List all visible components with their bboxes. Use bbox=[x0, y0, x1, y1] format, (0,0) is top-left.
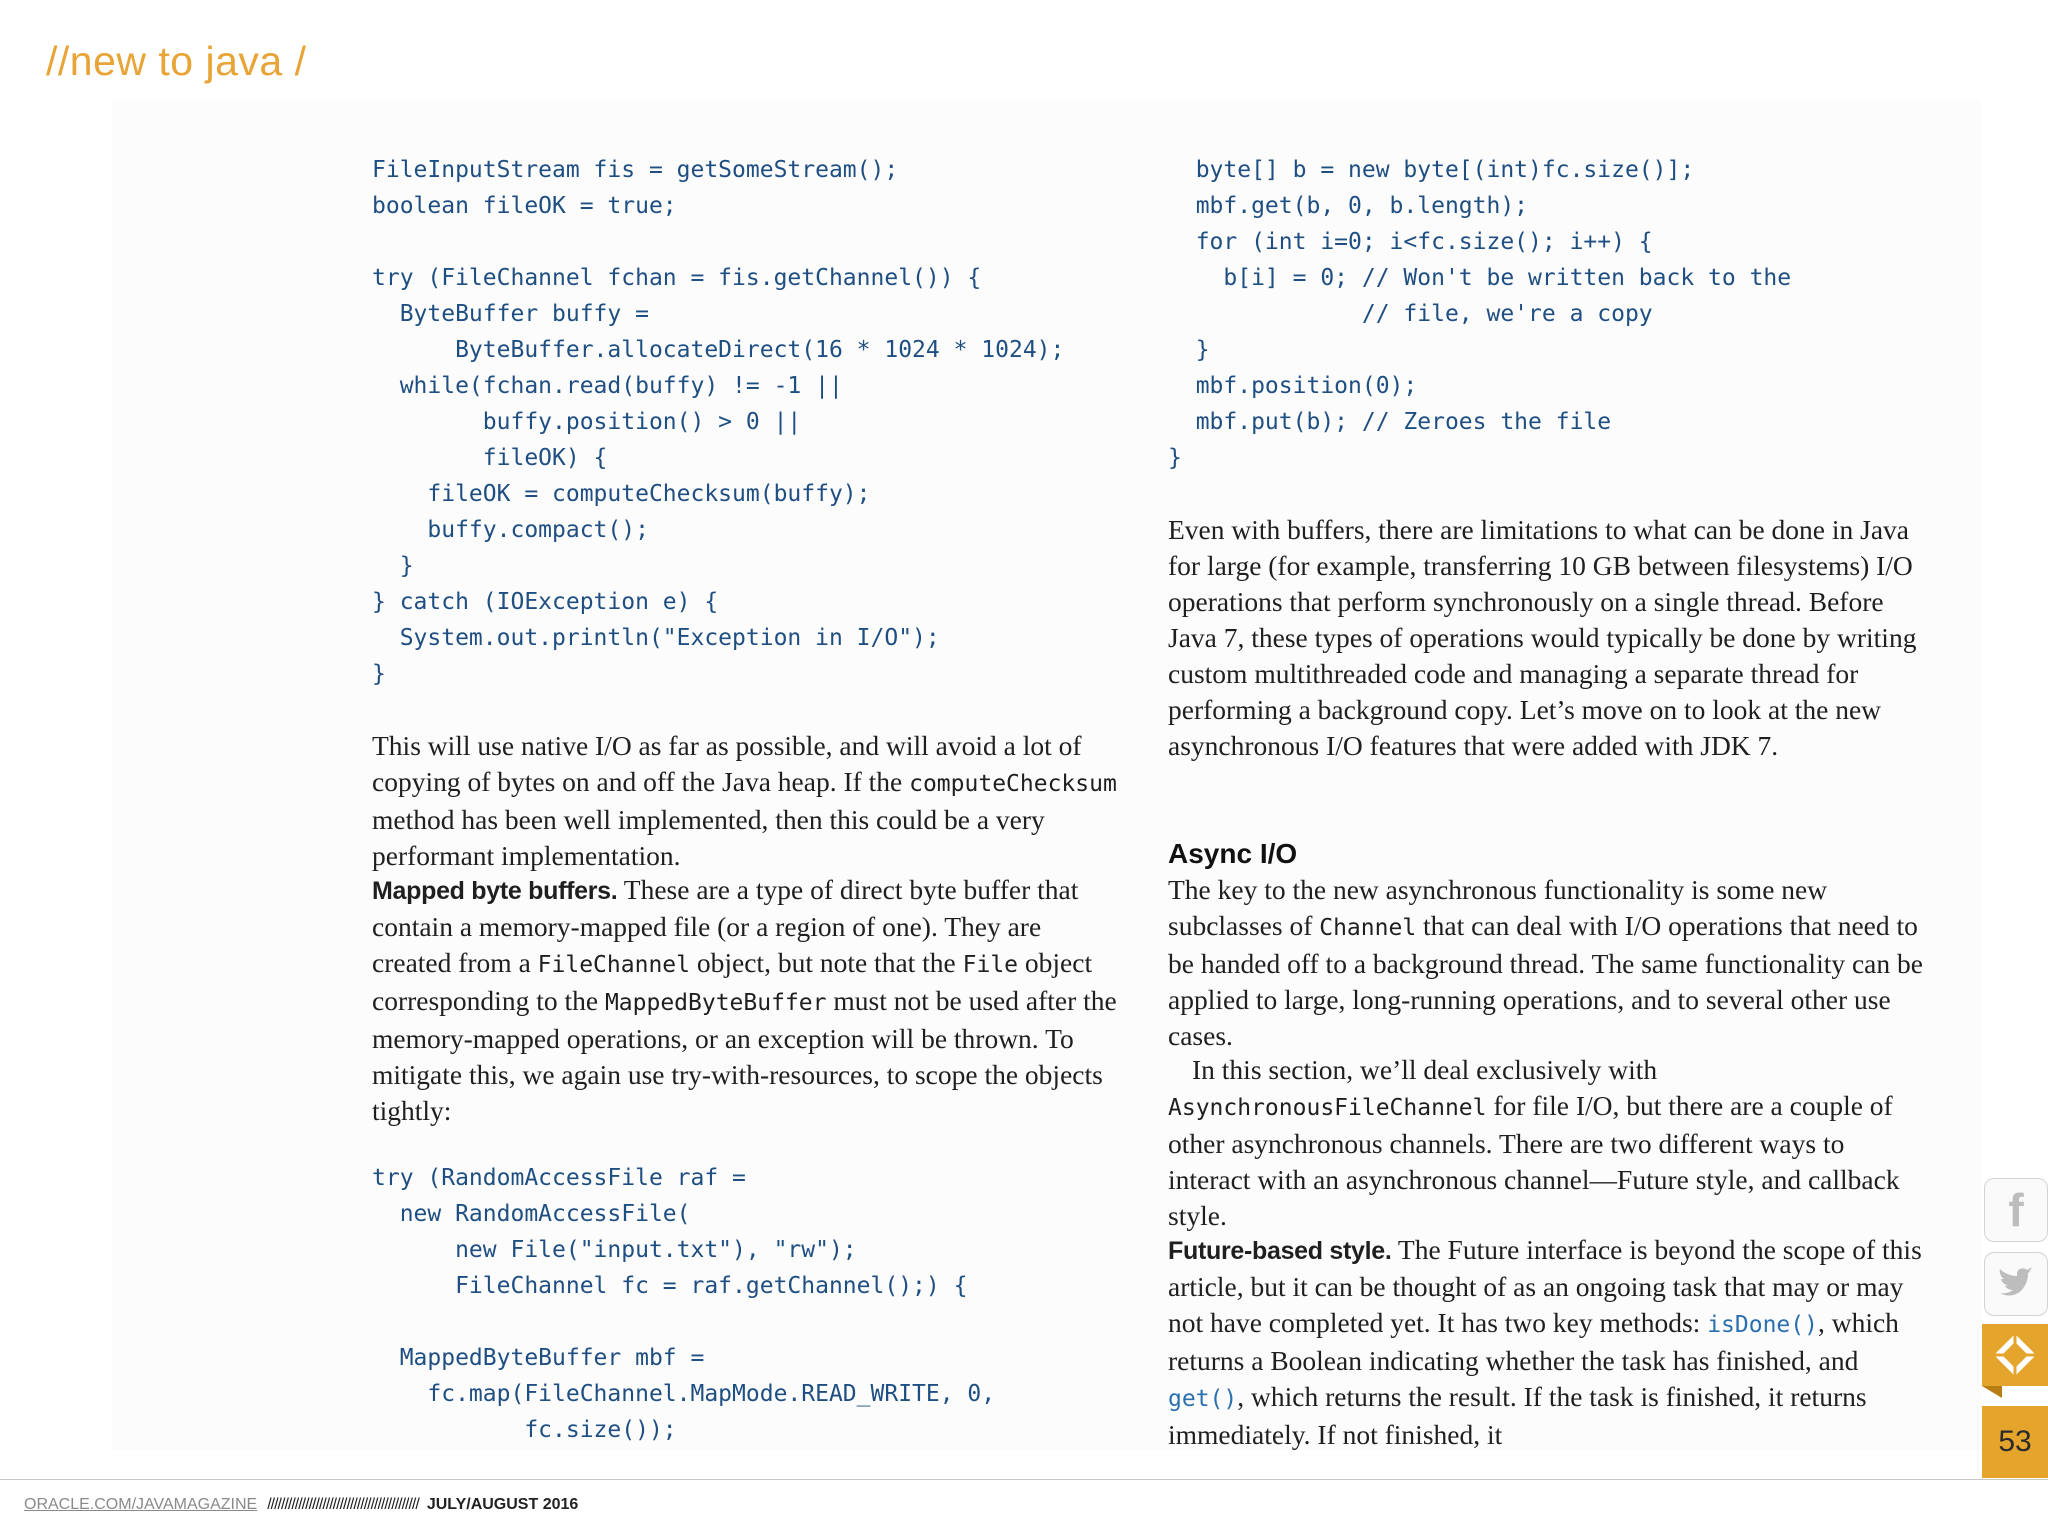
paragraph-async-file-channel: In this section, we’ll deal exclusively with AsynchronousFileChannel for file I/O, but there are a couple of other asynchronous channels. There are two different ways to interact with an asynchronous channel—Future style, and callback style. bbox=[1168, 1054, 1900, 1231]
email-share-button[interactable] bbox=[1982, 1324, 2048, 1386]
run-in-heading: Future-based style. bbox=[1168, 1237, 1392, 1265]
paragraph-future-style: Future-based style. The Future interface is beyond the scope of this article, but it can be thought of as an ongoing task that may or may not have completed yet. It has two key methods: isDone(), which returns a Boolean indicating whether the task has finished, and get(), which returns the result. If the task is finished, it returns immediately. If not finished, it bbox=[1168, 1234, 1922, 1450]
run-in-heading: Mapped byte buffers. bbox=[372, 877, 618, 905]
inline-code-isdone: isDone() bbox=[1707, 1312, 1818, 1338]
email-tab-shadow bbox=[1982, 1386, 2002, 1398]
inline-code: File bbox=[962, 952, 1019, 978]
inline-code: Channel bbox=[1319, 915, 1417, 941]
inline-code: MappedByteBuffer bbox=[604, 990, 827, 1016]
paragraph-native-io: This will use native I/O as far as possible, and will avoid a lot of copying of bytes on and off the Java heap. If the computeChecksum method has been well implemented, then this could be a very performant implementation. bbox=[372, 730, 1117, 871]
paragraph-buffer-limitations: Even with buffers, there are limitations to what can be done in Java for large (for example, transferring 10 GB between filesystems) I/O operations that perform synchronously on a single thread. Before Java 7, these types of operations would typically be done by writing custom multithreaded code and managing a separate thread for performing a background copy. Let’s move on to look at the new asynchronous I/O features that were added with JDK 7. bbox=[1168, 514, 1917, 761]
inline-code: AsynchronousFileChannel bbox=[1168, 1095, 1487, 1121]
footer-site-link[interactable]: ORACLE.COM/JAVAMAGAZINE bbox=[24, 1496, 258, 1513]
inline-code: FileChannel bbox=[537, 952, 690, 978]
footer-issue-date: JULY/AUGUST 2016 bbox=[426, 1496, 579, 1513]
footer-divider bbox=[0, 1479, 2048, 1480]
inline-code: computeChecksum bbox=[909, 771, 1117, 797]
footer bbox=[24, 1496, 578, 1514]
code-block-zero-file: byte[] b = new byte[(int)fc.size()]; mbf.get(b, 0, b.length); for (int i=0; i<fc.size(); i++) { b[i] = 0; // Won't be written back to the // file, we're a copy } mbf.position(0); mbf.put(b); // Zeroes the file } bbox=[1168, 157, 1792, 471]
paragraph-mapped-byte-buffers: Mapped byte buffers. These are a type of direct byte buffer that contain a memory-mapped file (or a region of one). They are created from a FileChannel object, but note that the File object corresponding to the MappedByteBuffer must not be used after the memory-mapped operations, or an exception will be thrown. To mitigate this, we again use try-with-resources, to scope the objects tightly: bbox=[372, 874, 1117, 1126]
page-number: 53 bbox=[1982, 1406, 2048, 1478]
twitter-bird-icon bbox=[1996, 1267, 2036, 1301]
paragraph-async-intro: The key to the new asynchronous functionality is some new subclasses of Channel that can deal with I/O operations that need to be handed off to a background thread. The same functionality can be applied to large, long-running operations, and to several other use cases. bbox=[1168, 874, 1923, 1051]
footer-slashes: //////////////////////////////////////////// bbox=[267, 1496, 419, 1513]
inline-code-get: get() bbox=[1168, 1386, 1238, 1412]
section-label: //new to java / bbox=[46, 38, 307, 84]
twitter-share-button[interactable] bbox=[1984, 1252, 2048, 1316]
code-block-checksum: FileInputStream fis = getSomeStream(); boolean fileOK = true; try (FileChannel fchan = fis.getChannel()) { ByteBuffer buffy = ByteBuffer.allocateDirect(16 * 1024 * 1024); while(fchan.read(buffy) != -1 || buffy.position() > 0 || fileOK) { fileOK = computeChecksum(buffy); buffy.compact(); } } catch (IOException e) { System.out.println("Exception in I/O"); } bbox=[372, 157, 1065, 687]
facebook-icon: f bbox=[2008, 1184, 2024, 1236]
facebook-share-button[interactable] bbox=[1984, 1178, 2048, 1242]
heading-async-io: Async I/O bbox=[1168, 838, 1298, 869]
code-block-mapped-buffer: try (RandomAccessFile raf = new RandomAccessFile( new File("input.txt"), "rw"); FileChannel fc = raf.getChannel();) { MappedByteBuffer mbf = fc.map(FileChannel.MapMode.READ_WRITE, 0, fc.size()); bbox=[372, 1165, 996, 1443]
email-envelope-icon bbox=[1992, 1332, 2038, 1378]
